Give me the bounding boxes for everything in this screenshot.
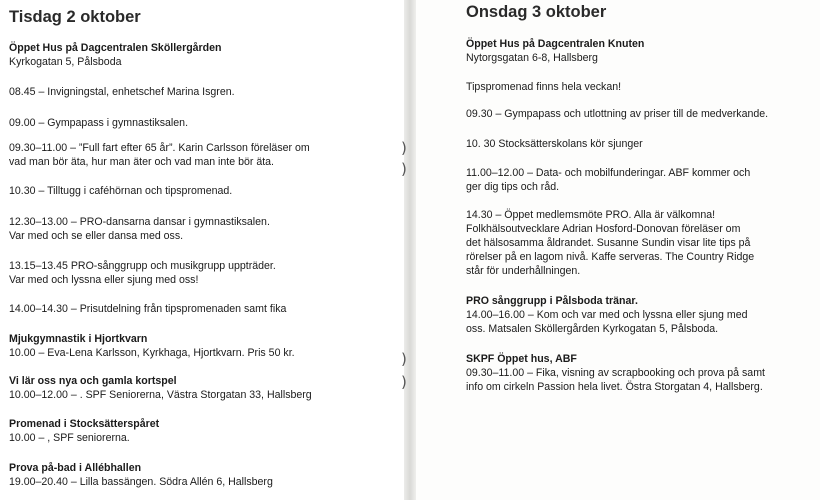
event-item bbox=[9, 85, 399, 99]
event-text: 10.00–12.00 – . SPF Seniorerna, Västra Storgatan 33, Hallsberg bbox=[9, 389, 312, 401]
event-text: Kyrkogatan 5, Pålsboda bbox=[9, 56, 122, 68]
event-title: SKPF Öppet hus, ABF bbox=[466, 353, 577, 365]
event-item bbox=[9, 141, 399, 169]
event-title: Promenad i Stocksätterspåret bbox=[9, 418, 160, 430]
event-text: Nytorgsgatan 6-8, Hallsberg bbox=[466, 52, 598, 64]
event-item bbox=[466, 166, 811, 194]
event-item bbox=[466, 294, 811, 336]
event-text: 10.00 – Eva-Lena Karlsson, Kyrkhaga, Hjortkvarn. Pris 50 kr. bbox=[9, 347, 295, 359]
event-item bbox=[9, 259, 399, 287]
event-text: 09.30 – Gympapass och utlottning av priser till de medverkande. bbox=[466, 108, 769, 120]
event-item bbox=[9, 41, 399, 69]
event-title: Öppet Hus på Dagcentralen Knuten bbox=[466, 38, 645, 50]
event-text: 13.15–13.45 PRO-sånggrupp och musikgrupp uppträder. Var med och lyssna eller sjung med oss! bbox=[9, 260, 276, 286]
event-text: 19.00–20.40 – Lilla bassängen. Södra Allén 6, Hallsberg bbox=[9, 476, 273, 488]
gutter-mark: ) bbox=[401, 373, 407, 391]
gutter-mark: ) bbox=[401, 350, 407, 368]
event-item bbox=[9, 116, 399, 130]
event-title: Mjukgymnastik i Hjortkvarn bbox=[9, 333, 148, 345]
event-item bbox=[466, 80, 811, 94]
event-item bbox=[9, 215, 399, 243]
page-gutter bbox=[404, 0, 416, 500]
event-item bbox=[9, 417, 399, 445]
event-text: 08.45 – Invigningstal, enhetschef Marina Isgren. bbox=[9, 86, 235, 98]
event-item bbox=[466, 37, 811, 65]
event-text: 14.00–16.00 – Kom och var med och lyssna eller sjung med oss. Matsalen Sköllergården Kyrkogatan 5, Pålsboda. bbox=[466, 309, 748, 335]
event-item bbox=[9, 302, 399, 316]
event-item bbox=[9, 332, 399, 360]
day-heading: Tisdag 2 oktober bbox=[9, 8, 141, 26]
event-title: Öppet Hus på Dagcentralen Sköllergården bbox=[9, 42, 222, 54]
event-text: 12.30–13.00 – PRO-dansarna dansar i gymnastiksalen. Var med och se eller dansa med oss. bbox=[9, 216, 270, 242]
event-text: 10.30 – Tilltugg i caféhörnan och tipspromenad. bbox=[9, 185, 233, 197]
event-item bbox=[466, 208, 811, 278]
event-text: 14.00–14.30 – Prisutdelning från tipspromenaden samt fika bbox=[9, 303, 287, 315]
event-item bbox=[9, 184, 399, 198]
event-text: 10. 30 Stocksätterskolans kör sjunger bbox=[466, 138, 643, 150]
event-title: Prova på-bad i Allébhallen bbox=[9, 462, 142, 474]
event-item bbox=[466, 107, 811, 121]
event-text: Tipspromenad finns hela veckan! bbox=[466, 81, 622, 93]
event-text: 10.00 – , SPF seniorerna. bbox=[9, 432, 130, 444]
event-text: 09.00 – Gympapass i gymnastiksalen. bbox=[9, 117, 189, 129]
event-item bbox=[9, 374, 399, 402]
event-item bbox=[466, 137, 811, 151]
event-title: Vi lär oss nya och gamla kortspel bbox=[9, 375, 177, 387]
event-text: 14.30 – Öppet medlemsmöte PRO. Alla är välkomna! Folkhälsoutvecklare Adrian Hosford-Donovan föreläser om det hälsosamma åldrandet. Susanne Sundin visar lite tips på rörelser på en lagom nivå. Kaffe serveras. The Country Ridge står för underhållningen. bbox=[466, 209, 755, 277]
event-item bbox=[9, 461, 399, 489]
event-item bbox=[466, 352, 811, 394]
day-heading: Onsdag 3 oktober bbox=[466, 3, 607, 21]
event-text: 11.00–12.00 – Data- och mobilfunderingar. ABF kommer och ger dig tips och råd. bbox=[466, 167, 751, 193]
gutter-mark: ) bbox=[401, 160, 407, 178]
event-text: 09.30–11.00 – Fika, visning av scrapbooking och prova på samt info om cirkeln Passion hela livet. Östra Storgatan 4, Hallsberg. bbox=[466, 367, 765, 393]
event-title: PRO sånggrupp i Pålsboda tränar. bbox=[466, 295, 638, 307]
event-text: 09.30–11.00 – ”Full fart efter 65 år”. Karin Carlsson föreläser om vad man bör äta, hur man äter och vad man inte bör äta. bbox=[9, 142, 310, 168]
gutter-mark: ) bbox=[401, 139, 407, 157]
